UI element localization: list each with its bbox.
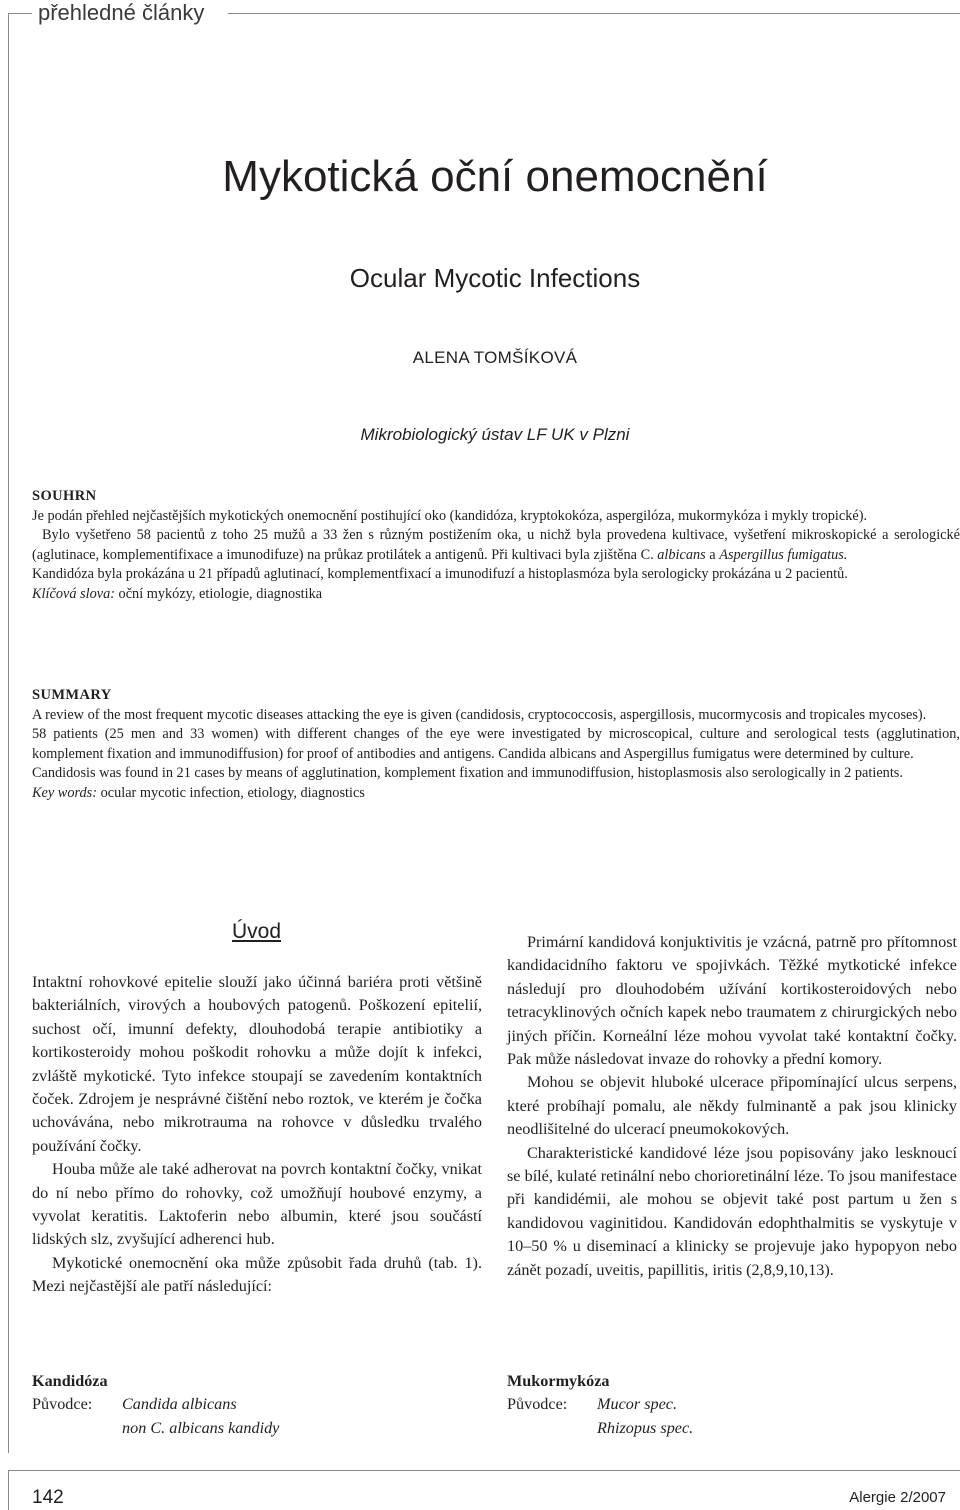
left-border-rule bbox=[8, 13, 9, 1453]
souhrn-paragraph-1: Je podán přehled nejčastějších mykotických onemocnění postihující oko (kandidóza, kryptokokóza, aspergilóza, mukormykóza i mykly tropické). bbox=[32, 507, 868, 524]
page-number: 142 bbox=[32, 1487, 64, 1508]
summary-heading: SUMMARY bbox=[32, 687, 112, 703]
souhrn-abstract bbox=[32, 487, 960, 605]
souhrn-paragraph-2: Bylo vyšetřeno 58 pacientů z toho 25 mužů a 33 žen s různým postižením oka, u nichž byla provedena kultivace, vyšetření mikroskopické a serologické (aglutinace, komplementifixace a imunodifuze) na průkaz protilátek a antigenů. Při kultivaci byla zjištěna C. albicans a Aspergillus fumigatus. bbox=[32, 527, 960, 563]
header-rule-stub bbox=[8, 13, 32, 14]
mukormykoza-block bbox=[507, 1370, 693, 1440]
right-paragraph-1: Primární kandidová konjuktivitis je vzácná, patrně pro přítomnost kandidacidního faktoru ve spojivkách. Těžké mytkotické infekce následují pro dlouhodobém užívání kortikosteroidových nebo tetracyklinových očních kapek nebo traumatem z chirurgických nebo jiných příčin. Korneální léze mohou vyvolat také kontaktní čočky. Pak může následovat invaze do rohovky a přední komory. bbox=[507, 933, 957, 1069]
left-paragraph-3: Mykotické onemocnění oka může způsobit řada druhů (tab. 1). Mezi nejčastější ale patří následující: bbox=[32, 1253, 482, 1296]
right-column bbox=[507, 931, 957, 1282]
article-title: Mykotická oční onemocnění bbox=[222, 152, 768, 201]
kandidoza-heading: Kandidóza bbox=[32, 1372, 108, 1390]
kandidoza-origin-label: Původce: bbox=[32, 1395, 93, 1414]
summary-keywords: Key words: ocular mycotic infection, etiology, diagnostics bbox=[32, 784, 365, 801]
summary-paragraph-3: Candidosis was found in 21 cases by means of agglutination, komplement fixation and immunodiffusion, histoplasmosis also serologically in 2 patients. bbox=[32, 765, 903, 782]
kandidoza-origin-1: Candida albicans bbox=[122, 1395, 237, 1414]
header-rule bbox=[228, 13, 960, 14]
mukormykoza-origin-1: Mucor spec. bbox=[597, 1395, 678, 1414]
article-subtitle: Ocular Mycotic Infections bbox=[349, 263, 641, 293]
journal-issue: Alergie 2/2007 bbox=[849, 1489, 946, 1506]
intro-heading: Úvod bbox=[232, 920, 282, 943]
article-affiliation: Mikrobiologický ústav LF UK v Plzni bbox=[360, 425, 630, 444]
summary-abstract bbox=[32, 686, 960, 804]
mukormykoza-origin-label: Původce: bbox=[507, 1395, 568, 1414]
left-column bbox=[32, 971, 482, 1299]
souhrn-keywords-label: Klíčová slova: bbox=[32, 585, 115, 602]
souhrn-paragraph-3: Kandidóza byla prokázána u 21 případů aglutinací, komplementfixací a imunodifuzí a histoplasmóza byla serologicky prokázána u 2 pacientů. bbox=[32, 566, 848, 583]
left-paragraph-2: Houba může ale také adherovat na povrch kontaktní čočky, vnikat do ní nebo přímo do rohovky, což umožňují houbové enzymy, a vyvolat keratitis. Laktoferin nebo albumin, které jsou součástí lidských slz, zvyšující adherenci hub. bbox=[32, 1160, 482, 1249]
footer-tick bbox=[8, 1470, 9, 1510]
article-author: ALENA TOMŠÍKOVÁ bbox=[412, 348, 578, 367]
mukormykoza-heading: Mukormykóza bbox=[507, 1372, 610, 1390]
section-tag: přehledné články bbox=[38, 0, 205, 25]
kandidoza-block bbox=[32, 1370, 279, 1440]
souhrn-heading: SOUHRN bbox=[32, 488, 97, 504]
souhrn-keywords: Klíčová slova: oční mykózy, etiologie, diagnostika bbox=[32, 585, 323, 602]
summary-keywords-label: Key words: bbox=[32, 784, 97, 801]
summary-paragraph-1: A review of the most frequent mycotic diseases attacking the eye is given (candidosis, cryptococcosis, aspergillosis, mucormycosis and tropicales mycoses). bbox=[32, 706, 927, 723]
footer-rule bbox=[8, 1470, 960, 1471]
mukormykoza-origin-2: Rhizopus spec. bbox=[597, 1418, 694, 1437]
summary-paragraph-2: 58 patients (25 men and 33 women) with different changes of the eye were investigated by microscopical, culture and serological tests (agglutination, komplement fixation and immunodiffusion) for proof of antibodies and antigens. Candida albicans and Aspergillus fumigatus were determined by culture. bbox=[32, 726, 960, 762]
left-paragraph-1: Intaktní rohovkové epitelie slouží jako účinná bariéra proti většině bakteriálních, virových a houbových patogenů. Poškození epitelií, suchost očí, imunní defekty, dlouhodobá terapie antibiotiky a kortikosteroidy mohou poškodit rohovku a může dojít k infekci, zvláště mykotické. Tyto infekce stoupají se zavedením kontaktních čoček. Zdrojem je nesprávné čištění nebo roztok, ve kterém je čočka uchovávána, nebo mikrotrauma na rohovce v důsledku trvalého používání čočky. bbox=[32, 973, 482, 1155]
kandidoza-origin-2: non C. albicans kandidy bbox=[122, 1418, 280, 1437]
right-paragraph-3: Charakteristické kandidové léze jsou popisovány jako lesknoucí se bílé, kulaté retinální nebo chorioretinální léze. To jsou manifestace při kandidémii, ale mohou se objevit také post partum u žen s kandidovou vaginitidou. Kandidován edophthalmitis se vyskytuje v 10–50 % u diseminací a klinicky se projevuje jako hypopyon nebo zánět pozadí, uveitis, papillitis, iritis (2,8,9,10,13). bbox=[507, 1143, 957, 1279]
right-paragraph-2: Mohou se objevit hluboké ulcerace připomínající ulcus serpens, které probíhají pomalu, ale někdy fulminantě a pak jsou klinicky neodlišitelné do ulcerací pneumokokových. bbox=[507, 1073, 957, 1139]
